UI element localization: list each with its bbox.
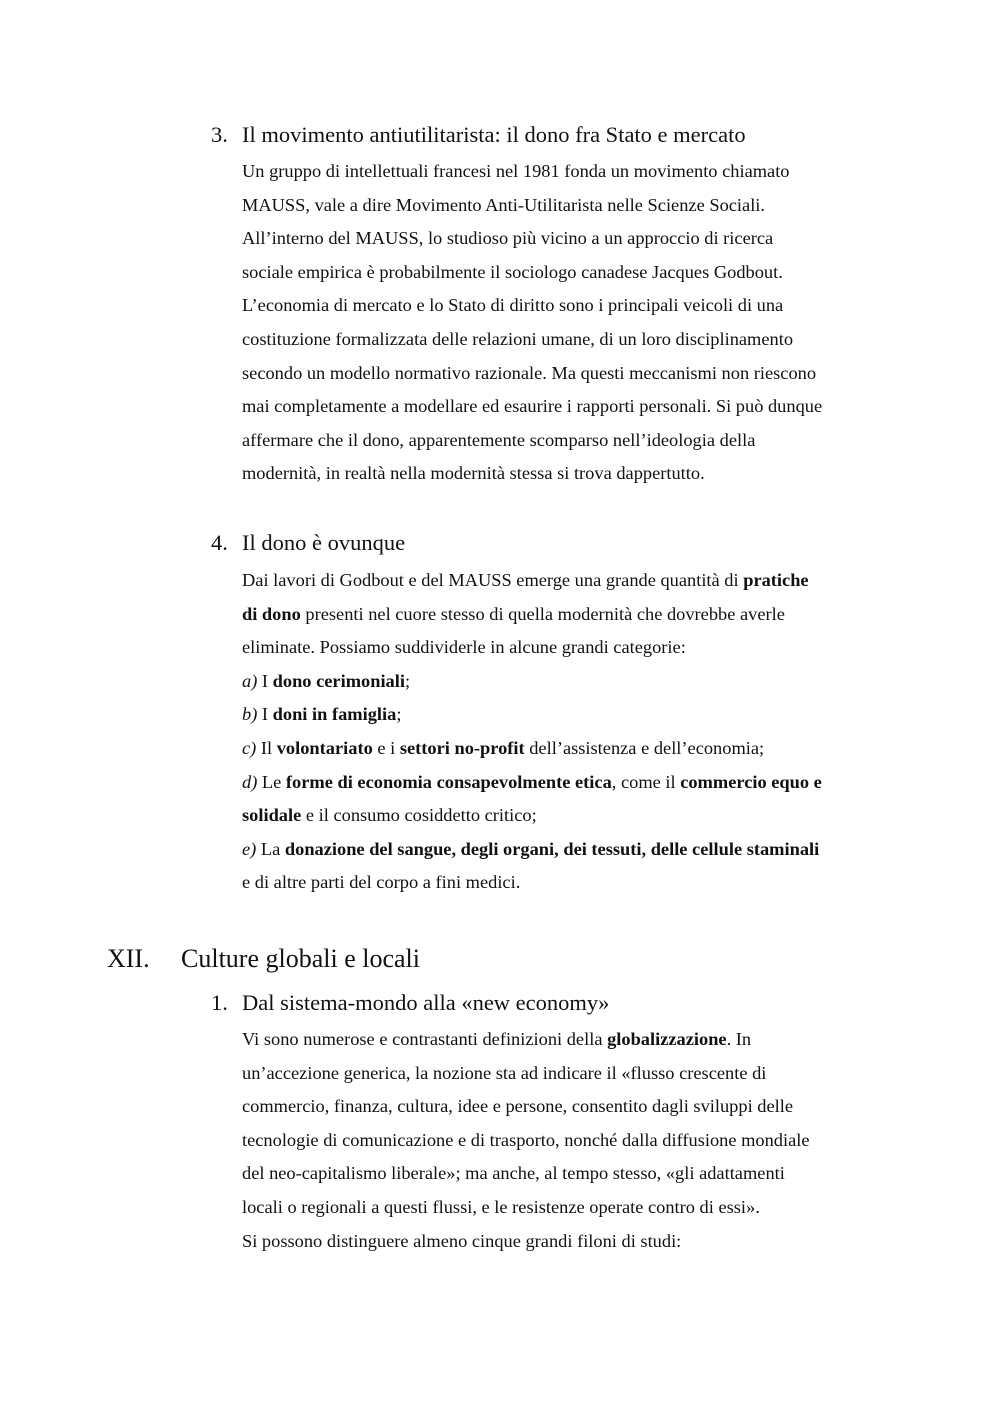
text-run: All’interno del MAUSS, lo studioso più vicino a un approccio di ricerca bbox=[242, 228, 774, 249]
section-4-heading bbox=[211, 529, 405, 557]
text-line bbox=[242, 564, 882, 598]
text-run: L’economia di mercato e lo Stato di diritto sono i principali veicoli di una bbox=[242, 295, 784, 316]
italic-text: c) bbox=[242, 737, 257, 758]
text-line bbox=[242, 256, 882, 290]
text-line bbox=[242, 1157, 882, 1191]
text-line bbox=[242, 155, 882, 189]
text-line bbox=[242, 1124, 882, 1158]
text-run: Dai lavori di Godbout e del MAUSS emerge una grande quantità di bbox=[242, 570, 744, 590]
text-line bbox=[242, 390, 882, 424]
text-run: La bbox=[256, 838, 285, 859]
text-run: Vi sono numerose e contrastanti definizioni della bbox=[242, 1029, 608, 1049]
text-run: MAUSS, vale a dire Movimento Anti-Utilitarista nelle Scienze Sociali. bbox=[242, 194, 766, 215]
text-line bbox=[242, 766, 882, 800]
section-1-body bbox=[242, 1023, 882, 1258]
text-run: Il bbox=[256, 737, 277, 758]
bold-text: di dono bbox=[242, 603, 301, 624]
text-run: affermare che il dono, apparentemente scomparso nell’ideologia della bbox=[242, 429, 756, 450]
bold-text: pratiche bbox=[743, 570, 809, 590]
text-run: eliminate. Possiamo suddividerle in alcune grandi categorie: bbox=[242, 637, 686, 658]
text-run: locali o regionali a questi flussi, e le resistenze operate contro di essi». bbox=[242, 1196, 760, 1217]
text-line bbox=[242, 424, 882, 458]
text-run: e il consumo cosiddetto critico; bbox=[301, 805, 537, 826]
text-run: ; bbox=[404, 670, 411, 691]
text-line bbox=[242, 457, 882, 491]
bold-text: forme di economia consapevolmente etica bbox=[285, 771, 612, 792]
section-3-number: 3. bbox=[211, 122, 228, 147]
text-run: presenti nel cuore stesso di quella modernità che dovrebbe averle bbox=[300, 603, 785, 624]
text-line bbox=[242, 1057, 882, 1091]
section-3-heading bbox=[211, 121, 746, 149]
text-run: Si possono distinguere almeno cinque grandi filoni di studi: bbox=[242, 1230, 682, 1251]
chapter-heading bbox=[107, 943, 420, 975]
bold-text: doni in famiglia bbox=[272, 704, 397, 725]
bold-text: volontariato bbox=[276, 737, 373, 758]
text-line bbox=[242, 1090, 882, 1124]
text-run: commercio, finanza, cultura, idee e persone, consentito dagli sviluppi delle bbox=[242, 1096, 794, 1117]
chapter-number: XII. bbox=[107, 944, 150, 973]
text-run: dell’assistenza e dell’economia; bbox=[524, 737, 765, 758]
section-3-title: Il movimento antiutilitarista: il dono fra Stato e mercato bbox=[242, 122, 746, 147]
section-3-body bbox=[242, 155, 882, 491]
text-line bbox=[242, 698, 882, 732]
text-run: , come il bbox=[611, 771, 681, 792]
text-line bbox=[242, 833, 882, 867]
italic-text: e) bbox=[242, 838, 257, 859]
text-line bbox=[242, 631, 882, 665]
text-line bbox=[242, 357, 882, 391]
italic-text: a) bbox=[242, 670, 258, 691]
text-run: . In bbox=[726, 1029, 752, 1049]
text-line bbox=[242, 323, 882, 357]
text-line bbox=[242, 1023, 882, 1057]
bold-text: solidale bbox=[242, 805, 302, 826]
section-1-heading bbox=[211, 989, 609, 1017]
text-line bbox=[242, 289, 882, 323]
text-run: I bbox=[257, 670, 273, 691]
text-run: Un gruppo di intellettuali francesi nel 1981 fonda un movimento chiamato bbox=[242, 161, 790, 181]
text-line bbox=[242, 598, 882, 632]
text-run: e i bbox=[372, 737, 400, 758]
text-run: Le bbox=[257, 771, 286, 792]
text-line bbox=[242, 799, 882, 833]
text-line bbox=[242, 222, 882, 256]
text-run: ; bbox=[396, 704, 402, 725]
section-4-number: 4. bbox=[211, 530, 228, 555]
italic-text: b) bbox=[242, 704, 258, 725]
text-line bbox=[242, 732, 882, 766]
text-run: del neo-capitalismo liberale»; ma anche, al tempo stesso, «gli adattamenti bbox=[242, 1163, 785, 1184]
text-run: secondo un modello normativo razionale. Ma questi meccanismi non riescono bbox=[242, 362, 817, 383]
text-line bbox=[242, 189, 882, 223]
bold-text: commercio equo e bbox=[680, 771, 822, 792]
section-1-number: 1. bbox=[211, 990, 228, 1015]
text-run: tecnologie di comunicazione e di trasporto, nonché dalla diffusione mondiale bbox=[242, 1129, 810, 1150]
text-line bbox=[242, 1225, 882, 1259]
text-line bbox=[242, 1191, 882, 1225]
text-run: mai completamente a modellare ed esaurire i rapporti personali. Si può dunque bbox=[242, 396, 823, 417]
bold-text: settori no-profit bbox=[399, 737, 525, 758]
bold-text: donazione del sangue, degli organi, dei tessuti, delle cellule staminali bbox=[284, 838, 820, 859]
text-run: e di altre parti del corpo a fini medici. bbox=[242, 872, 521, 893]
bold-text: dono cerimoniali bbox=[272, 670, 405, 691]
text-run: costituzione formalizzata delle relazioni umane, di un loro disciplinamento bbox=[242, 328, 794, 349]
section-4-title: Il dono è ovunque bbox=[242, 530, 406, 555]
chapter-title: Culture globali e locali bbox=[181, 944, 420, 973]
text-line bbox=[242, 866, 882, 900]
text-run: modernità, in realtà nella modernità stessa si trova dappertutto. bbox=[242, 463, 705, 484]
bold-text: globalizzazione bbox=[607, 1029, 727, 1049]
section-1-title: Dal sistema-mondo alla «new economy» bbox=[242, 990, 610, 1015]
text-run: I bbox=[257, 704, 273, 725]
text-line bbox=[242, 665, 882, 699]
italic-text: d) bbox=[242, 771, 258, 792]
text-run: un’accezione generica, la nozione sta ad indicare il «flusso crescente di bbox=[242, 1062, 767, 1083]
text-run: sociale empirica è probabilmente il sociologo canadese Jacques Godbout. bbox=[242, 261, 783, 282]
section-4-body bbox=[242, 564, 882, 900]
